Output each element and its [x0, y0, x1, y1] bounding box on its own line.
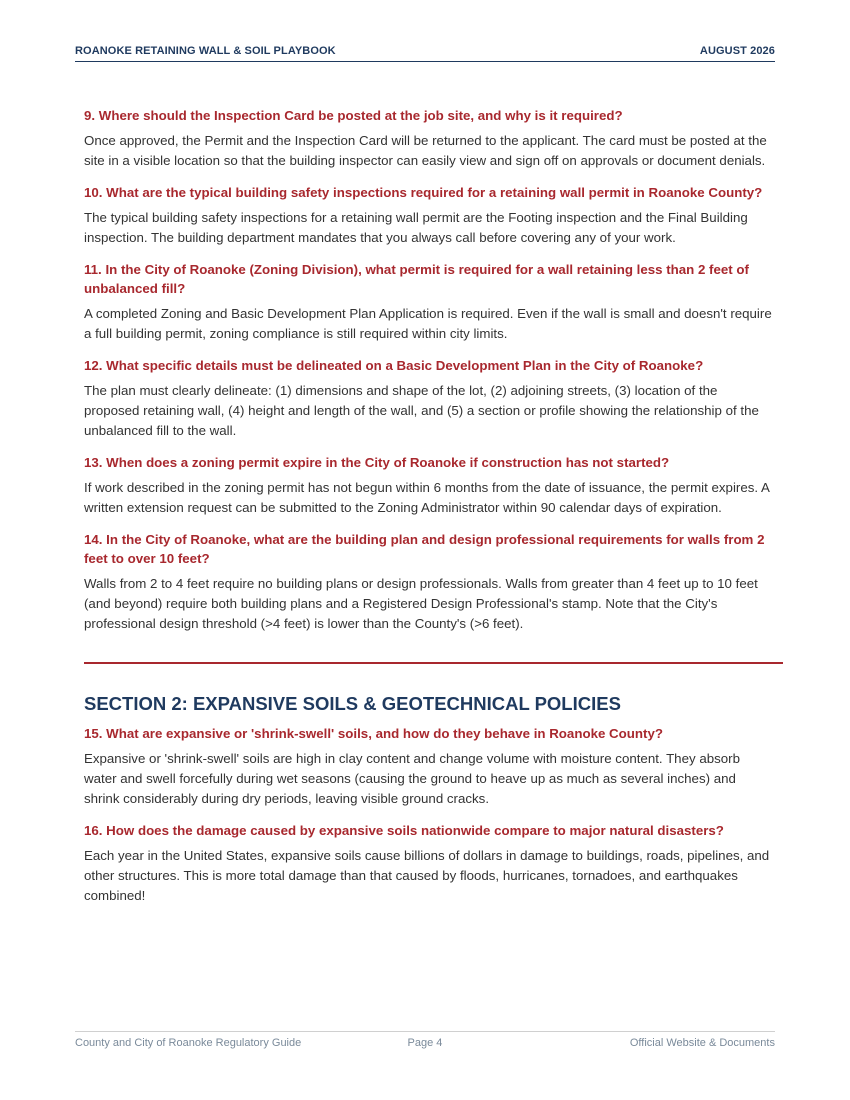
section-title: SECTION 2: EXPANSIVE SOILS & GEOTECHNICAL POLICIES [84, 693, 621, 714]
faq-question: 9. Where should the Inspection Card be posted at the job site, and why is it required? [84, 108, 623, 123]
faq-answer: Expansive or 'shrink-swell' soils are high in clay content and change volume with moisture content. They absorb water and swell forcefully during wet seasons (causing the ground to heave up as much as several inches) and shrink considerably during dry periods, leaving visible ground cracks. [84, 751, 740, 806]
faq-question: 11. In the City of Roanoke (Zoning Division), what permit is required for a wall retaining less than 2 feet of unbalanced fill? [84, 262, 749, 296]
header-date: AUGUST 2026 [699, 45, 775, 57]
faq-item [84, 821, 774, 906]
faq-item [84, 183, 774, 248]
faq-answer: Each year in the United States, expansive soils cause billions of dollars in damage to buildings, roads, pipelines, and other structures. This is more total damage than that caused by floods, hurricanes, tornadoes, and earthquakes combined! [84, 848, 770, 903]
faq-question: 15. What are expansive or 'shrink-swell' soils, and how do they behave in Roanoke County? [84, 726, 663, 741]
faq-answer: A completed Zoning and Basic Development Plan Application is required. Even if the wall is small and doesn't require a full building permit, zoning compliance is still required within city limits. [84, 306, 772, 341]
faq-item [84, 530, 774, 634]
faq-item [84, 260, 774, 344]
section-divider [84, 662, 783, 664]
main-content [84, 106, 774, 918]
faq-answer: The typical building safety inspections for a retaining wall permit are the Footing inspection and the Final Building inspection. The building department mandates that you always call before covering any of your work. [84, 210, 748, 245]
faq-answer: Once approved, the Permit and the Inspection Card will be returned to the applicant. The card must be posted at the site in a visible location so that the building inspector can easily view and sign off on approvals or document denials. [84, 133, 767, 168]
faq-answer: The plan must clearly delineate: (1) dimensions and shape of the lot, (2) adjoining streets, (3) location of the proposed retaining wall, (4) height and length of the wall, and (5) a section or profile showing the relationship of the unbalanced fill to the wall. [84, 383, 759, 438]
faq-answer: Walls from 2 to 4 feet require no building plans or design professionals. Walls from greater than 4 feet up to 10 feet (and beyond) require both building plans and a Registered Design Professional's stamp. Note that the City's professional design threshold (>4 feet) is lower than the County's (>6 feet). [84, 576, 758, 631]
footer-left: County and City of Roanoke Regulatory Guide [75, 1037, 302, 1049]
faq-item [84, 453, 774, 518]
faq-item [84, 106, 774, 171]
page-header [75, 45, 775, 62]
faq-question: 10. What are the typical building safety inspections required for a retaining wall permit in Roanoke County? [84, 185, 763, 200]
faq-question: 12. What specific details must be delineated on a Basic Development Plan in the City of Roanoke? [84, 358, 704, 373]
faq-question: 16. How does the damage caused by expansive soils nationwide compare to major natural disasters? [84, 823, 724, 838]
page-number: Page 4 [407, 1037, 443, 1049]
faq-item [84, 724, 774, 809]
page-footer [75, 1031, 775, 1049]
faq-item [84, 356, 774, 441]
footer-right: Official Website & Documents [629, 1037, 775, 1049]
faq-question: 14. In the City of Roanoke, what are the building plan and design professional requirements for walls from 2 feet to over 10 feet? [84, 532, 765, 566]
faq-question: 13. When does a zoning permit expire in the City of Roanoke if construction has not started? [84, 455, 670, 470]
faq-answer: If work described in the zoning permit has not begun within 6 months from the date of issuance, the permit expires. A written extension request can be submitted to the Zoning Administrator within 90 calendar days of expiration. [84, 480, 770, 515]
header-title: ROANOKE RETAINING WALL & SOIL PLAYBOOK [75, 45, 336, 57]
